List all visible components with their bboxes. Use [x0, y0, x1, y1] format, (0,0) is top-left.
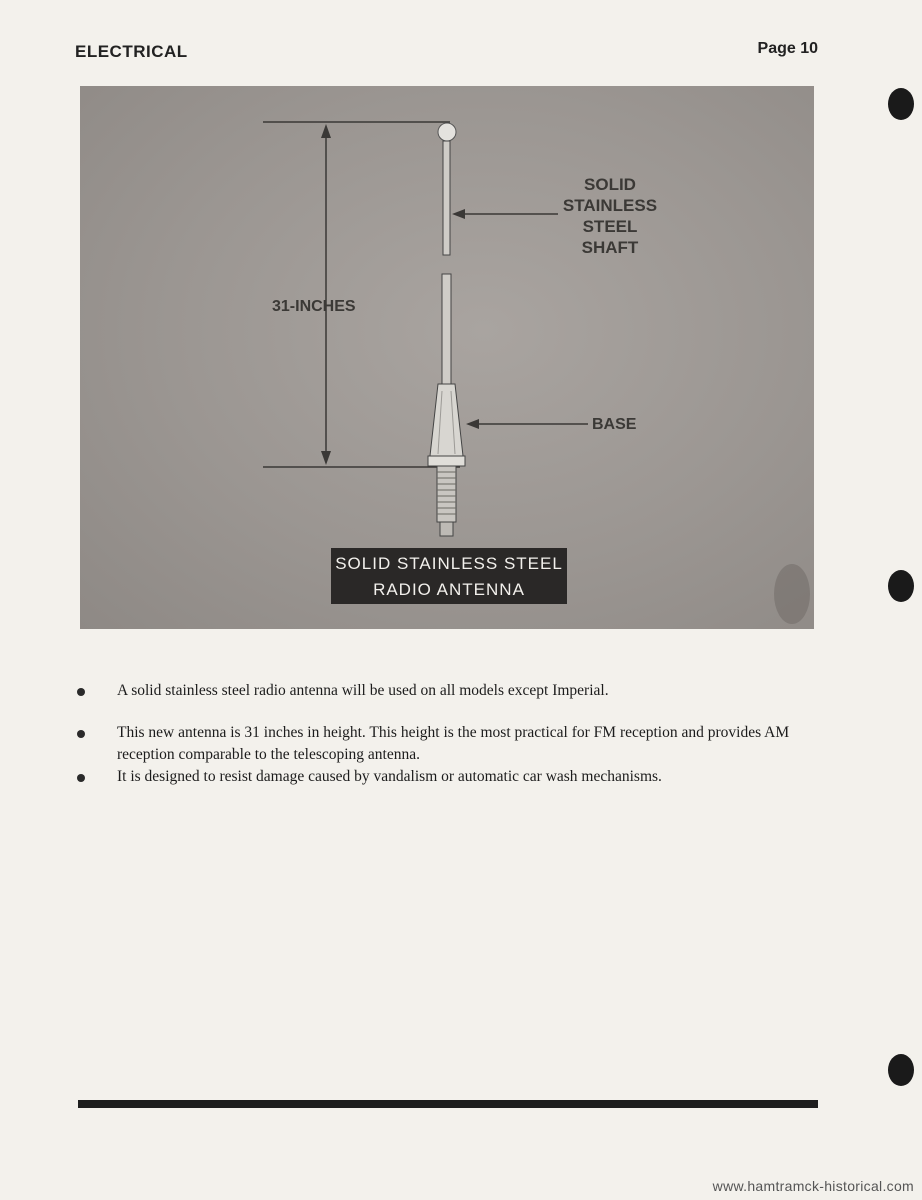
bullet-icon [77, 774, 85, 782]
shaft-arrow-icon [452, 209, 465, 219]
antenna-photo [80, 86, 814, 629]
list-item [75, 680, 825, 702]
dimension-arrow-down-icon [321, 451, 331, 465]
binder-hole-bottom [888, 1054, 914, 1086]
bullet-text: It is designed to resist damage caused by vandalism or automatic car wash mechanisms. [117, 768, 662, 785]
caption-line-2: RADIO ANTENNA [373, 580, 525, 599]
binder-hole-top [888, 88, 914, 120]
shaft-label-line: SOLID [584, 175, 636, 194]
shaft-label-line: SHAFT [581, 238, 639, 257]
page-number: Page 10 [757, 40, 818, 57]
antenna-ball-tip [438, 123, 456, 141]
shaft-label [550, 174, 670, 258]
bullet-text: A solid stainless steel radio antenna will be used on all models except Imperial. [117, 682, 609, 699]
figure-caption [331, 548, 567, 604]
antenna-upper-shaft [443, 141, 450, 255]
shaft-label-line: STAINLESS [562, 196, 658, 215]
dimension-label: 31-INCHES [272, 298, 356, 315]
bullet-icon [77, 730, 85, 738]
caption-line-1: SOLID STAINLESS STEEL [335, 554, 563, 573]
base-label: BASE [592, 416, 637, 433]
base-arrow-icon [466, 419, 479, 429]
antenna-collar [428, 456, 465, 466]
list-item [75, 766, 825, 788]
dimension-arrow-up-icon [321, 124, 331, 138]
shaft-label-line: STEEL [582, 217, 638, 236]
bullet-text: This new antenna is 31 inches in height. This height is the most practical for FM reception and provides AM reception comparable to the telescoping antenna. [117, 724, 790, 763]
antenna-lower-shaft [442, 274, 451, 384]
watermark: www.hamtramck-historical.com [712, 1178, 914, 1194]
bullet-list [75, 680, 825, 788]
binder-hole-middle [888, 570, 914, 602]
antenna-base-cone [430, 384, 463, 456]
list-item [75, 722, 825, 766]
section-title: ELECTRICAL [75, 42, 188, 61]
bottom-rule [78, 1100, 818, 1108]
bullet-icon [77, 688, 85, 696]
